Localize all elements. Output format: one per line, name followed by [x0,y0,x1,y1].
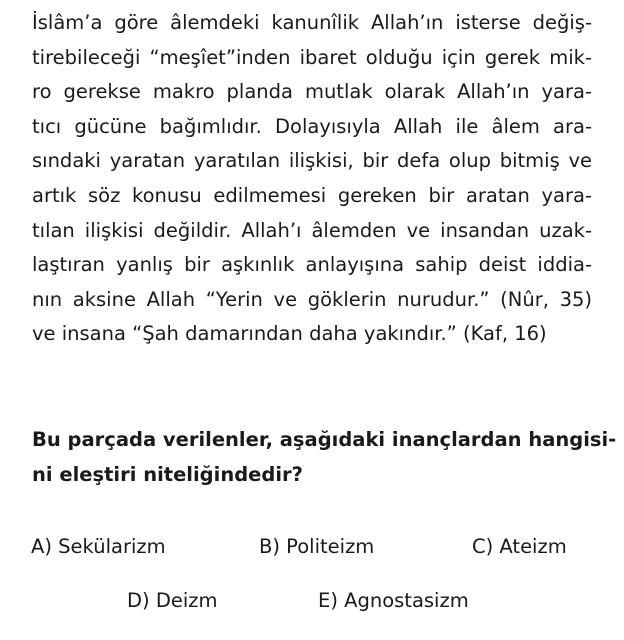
passage-line: tıcı gücüne bağımlıdır. Dolayısıyla Allah ile âlem ara- [32,114,592,138]
passage-text [32,6,592,352]
option-a[interactable]: A) Sekülarizm [31,535,166,558]
passage-line: tirebileceği “meşîet”inden ibaret olduğu için gerek mik- [32,45,592,69]
passage-line: sındaki yaratan yaratılan ilişkisi, bir defa olup bitmiş ve [32,149,592,173]
passage-line: nın aksine Allah “Yerin ve göklerin nurudur.” (Nûr, 35) [32,287,592,311]
passage-line: laştıran yanlış bir aşkınlık anlayışına sahip deist iddia- [32,253,592,277]
passage-line: tılan ilişkisi değildir. Allah’ı âlemden ve insandan uzak- [32,218,592,242]
question-stem [32,422,617,492]
passage-line: İslâm’a göre âlemdeki kanunîlik Allah’ın isterse değiş- [32,11,592,34]
passage-line: ve insana “Şah damarından daha yakındır.” (Kaf, 16) [32,322,547,346]
question-line: ni eleştiri niteliğindedir? [32,463,303,486]
option-c[interactable]: C) Ateizm [472,535,567,558]
option-e[interactable]: E) Agnostasizm [318,589,469,612]
passage-line: ro gerekse makro planda mutlak olarak Allah’ın yara- [32,80,592,104]
option-d[interactable]: D) Deizm [127,589,218,612]
question-line: Bu parçada verilenler, aşağıdaki inançlardan hangisi- [32,428,617,451]
passage-line: artık söz konusu edilmemesi gereken bir aratan yara- [32,183,592,207]
option-b[interactable]: B) Politeizm [259,535,375,558]
